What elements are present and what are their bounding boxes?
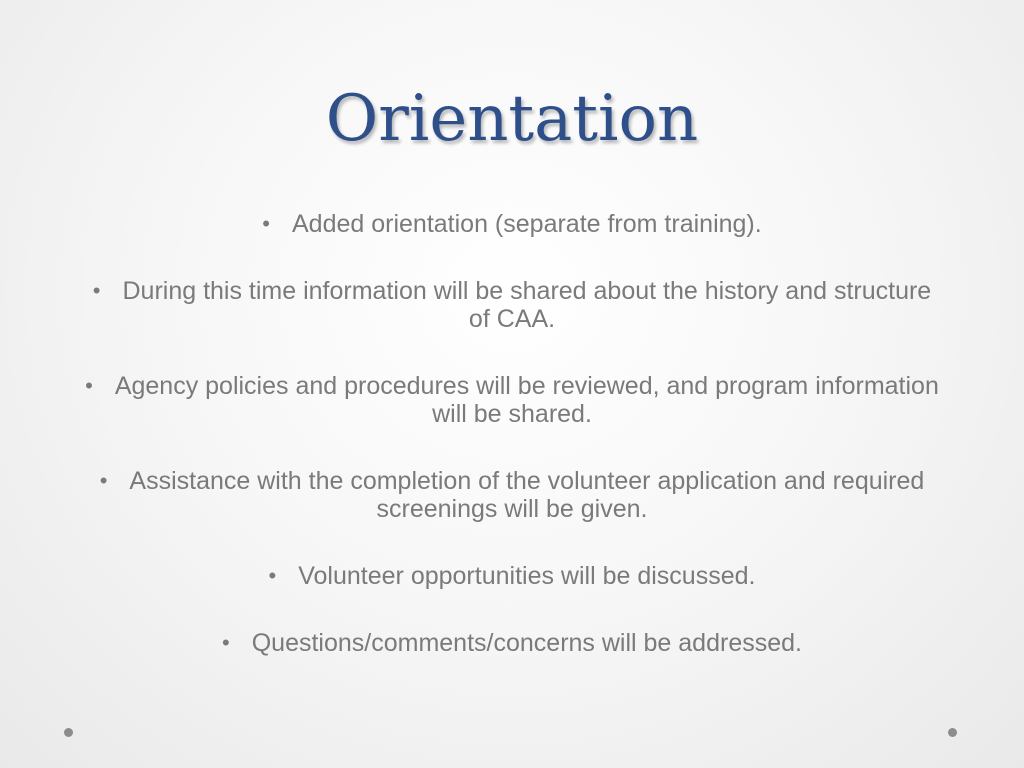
bullet-text: Added orientation (separate from training). <box>292 210 762 238</box>
bullet-item <box>70 629 954 657</box>
bullet-text: Assistance with the completion of the volunteer application and required screenings will be given. <box>129 467 925 523</box>
slide-title: Orientation <box>325 82 699 156</box>
bullet-text: Agency policies and procedures will be reviewed, and program information will be shared. <box>114 372 939 428</box>
bullet-item <box>70 277 954 333</box>
bullet-icon: • <box>92 278 101 303</box>
bullet-item <box>70 210 954 238</box>
bullet-icon: • <box>99 468 108 493</box>
bullet-text: During this time information will be shared about the history and structure of CAA. <box>122 277 932 333</box>
bullet-list <box>70 210 954 696</box>
bullet-icon: • <box>222 630 230 655</box>
bullet-icon: • <box>85 373 93 398</box>
bullet-item <box>70 562 954 590</box>
bullet-icon: • <box>262 211 270 236</box>
bullet-item <box>70 467 954 523</box>
bullet-text: Questions/comments/concerns will be addressed. <box>251 629 802 657</box>
bullet-text: Volunteer opportunities will be discussed. <box>298 562 756 590</box>
bullet-icon: • <box>268 563 277 588</box>
corner-dot-icon <box>948 728 957 737</box>
corner-dot-icon <box>64 728 73 737</box>
bullet-item <box>70 372 954 428</box>
